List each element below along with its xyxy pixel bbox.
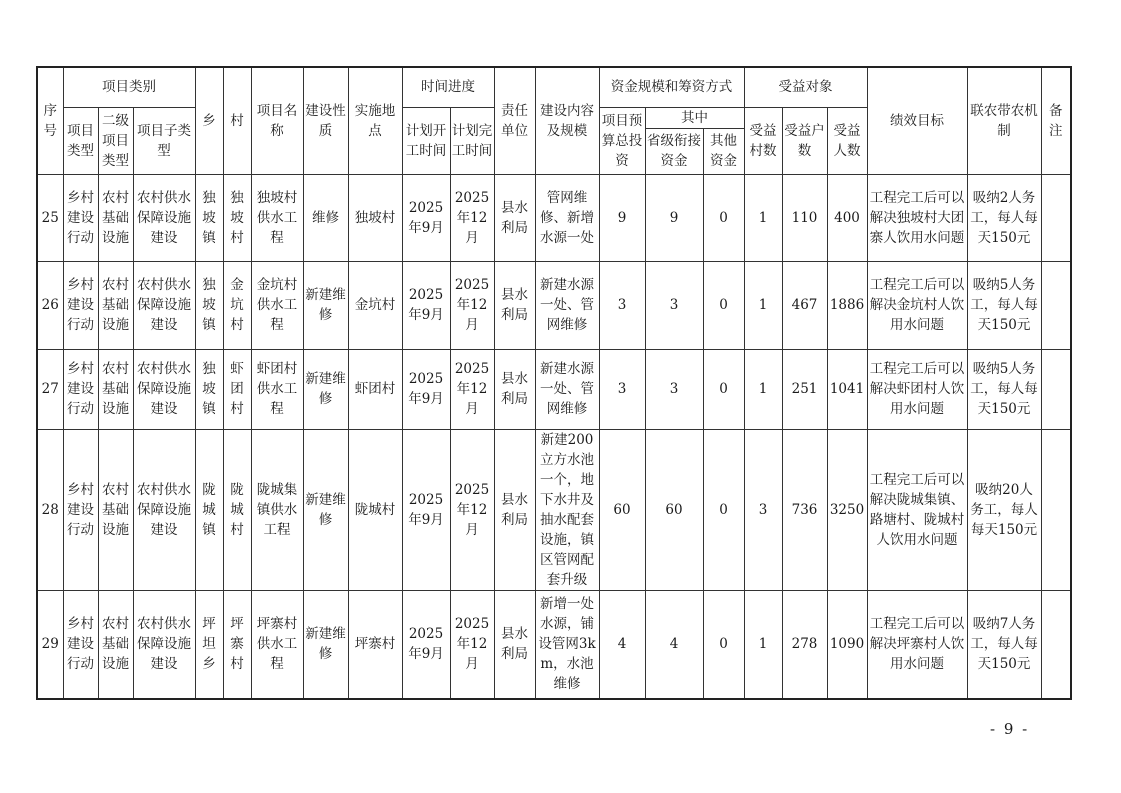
cell-villages: 1 [744, 261, 782, 349]
cell-start: 2025年9月 [402, 590, 450, 699]
header-project-category: 项目类别 [63, 67, 195, 107]
cell-goal: 工程完工后可以解决独坡村大团寨人饮用水问题 [867, 174, 967, 261]
cell-provincial: 9 [645, 174, 703, 261]
cell-village: 独坡村 [223, 174, 251, 261]
cell-location: 金坑村 [348, 261, 402, 349]
cell-project-name: 独坡村供水工程 [251, 174, 303, 261]
header-start-time: 计划开工时间 [402, 107, 450, 174]
cell-remark [1041, 174, 1071, 261]
cell-end: 2025年12月 [450, 429, 494, 590]
project-table [36, 66, 1072, 700]
header-secondary-type: 二级项目类型 [98, 107, 133, 174]
cell-village: 陇城村 [223, 429, 251, 590]
cell-people: 1041 [827, 349, 867, 429]
cell-location: 独坡村 [348, 174, 402, 261]
cell-project-name: 坪寨村供水工程 [251, 590, 303, 699]
cell-unit: 县水利局 [494, 174, 535, 261]
cell-township: 陇城镇 [195, 429, 223, 590]
cell-nature: 新建维修 [303, 429, 348, 590]
header-performance-goal: 绩效目标 [867, 67, 967, 174]
cell-end: 2025年12月 [450, 261, 494, 349]
header-other-funds: 其他资金 [703, 128, 744, 174]
header-beneficiaries: 受益对象 [744, 67, 867, 107]
header-project-name: 项目名称 [251, 67, 303, 174]
cell-end: 2025年12月 [450, 590, 494, 699]
cell-other: 0 [703, 261, 744, 349]
cell-people: 3250 [827, 429, 867, 590]
cell-remark [1041, 429, 1071, 590]
cell-project-type: 乡村建设行动 [63, 349, 98, 429]
cell-location: 陇城村 [348, 429, 402, 590]
cell-village: 坪寨村 [223, 590, 251, 699]
cell-project-type: 乡村建设行动 [63, 261, 98, 349]
cell-other: 0 [703, 349, 744, 429]
cell-households: 278 [782, 590, 827, 699]
cell-content: 新建水源一处、管网维修 [535, 349, 599, 429]
cell-people: 1090 [827, 590, 867, 699]
header-village: 村 [223, 67, 251, 174]
cell-households: 251 [782, 349, 827, 429]
cell-sub-type: 农村供水保障设施建设 [133, 261, 195, 349]
cell-village: 金坑村 [223, 261, 251, 349]
table-row [37, 261, 1071, 349]
cell-project-type: 乡村建设行动 [63, 429, 98, 590]
cell-remark [1041, 590, 1071, 699]
cell-sub-type: 农村供水保障设施建设 [133, 429, 195, 590]
cell-households: 736 [782, 429, 827, 590]
header-responsible-unit: 责任单位 [494, 67, 535, 174]
cell-nature: 新建维修 [303, 261, 348, 349]
cell-content: 新建200立方水池一个，地下水井及抽水配套设施，镇区管网配套升级 [535, 429, 599, 590]
cell-end: 2025年12月 [450, 349, 494, 429]
cell-linkage: 吸纳5人务工，每人每天150元 [967, 349, 1041, 429]
cell-goal: 工程完工后可以解决虾团村人饮用水问题 [867, 349, 967, 429]
header-ben-people: 受益人数 [827, 107, 867, 174]
cell-other: 0 [703, 174, 744, 261]
table-row [37, 429, 1071, 590]
cell-project-type: 乡村建设行动 [63, 590, 98, 699]
cell-project-name: 金坑村供水工程 [251, 261, 303, 349]
cell-nature: 新建维修 [303, 590, 348, 699]
cell-secondary-type: 农村基础设施 [98, 590, 133, 699]
cell-linkage: 吸纳20人务工，每人每天150元 [967, 429, 1041, 590]
cell-linkage: 吸纳2人务工，每人每天150元 [967, 174, 1041, 261]
header-ben-villages: 受益村数 [744, 107, 782, 174]
cell-people: 400 [827, 174, 867, 261]
cell-project-type: 乡村建设行动 [63, 174, 98, 261]
cell-nature: 维修 [303, 174, 348, 261]
header-schedule: 时间进度 [402, 67, 494, 107]
cell-unit: 县水利局 [494, 590, 535, 699]
cell-village: 虾团村 [223, 349, 251, 429]
page-number: - 9 - [990, 720, 1030, 738]
header-total-budget: 项目预算总投资 [599, 107, 645, 174]
cell-end: 2025年12月 [450, 174, 494, 261]
cell-unit: 县水利局 [494, 429, 535, 590]
cell-sub-type: 农村供水保障设施建设 [133, 590, 195, 699]
cell-goal: 工程完工后可以解决金坑村人饮用水问题 [867, 261, 967, 349]
cell-goal: 工程完工后可以解决陇城集镇、路塘村、陇城村人饮用水问题 [867, 429, 967, 590]
header-location: 实施地点 [348, 67, 402, 174]
cell-township: 独坡镇 [195, 261, 223, 349]
table-row [37, 174, 1071, 261]
header-ben-households: 受益户数 [782, 107, 827, 174]
cell-households: 467 [782, 261, 827, 349]
cell-project-name: 虾团村供水工程 [251, 349, 303, 429]
header-provincial-funds: 省级衔接资金 [645, 128, 703, 174]
header-of-which: 其中 [645, 107, 744, 128]
cell-content: 管网维修、新增水源一处 [535, 174, 599, 261]
cell-unit: 县水利局 [494, 261, 535, 349]
cell-nature: 新建维修 [303, 349, 348, 429]
cell-villages: 1 [744, 590, 782, 699]
cell-linkage: 吸纳7人务工，每人每天150元 [967, 590, 1041, 699]
table-row [37, 590, 1071, 699]
header-content-scale: 建设内容及规模 [535, 67, 599, 174]
cell-other: 0 [703, 429, 744, 590]
header-sub-type: 项目子类型 [133, 107, 195, 174]
cell-provincial: 3 [645, 349, 703, 429]
cell-secondary-type: 农村基础设施 [98, 429, 133, 590]
cell-seq: 28 [37, 429, 63, 590]
cell-total: 9 [599, 174, 645, 261]
cell-secondary-type: 农村基础设施 [98, 349, 133, 429]
cell-provincial: 60 [645, 429, 703, 590]
cell-seq: 25 [37, 174, 63, 261]
cell-remark [1041, 349, 1071, 429]
cell-township: 独坡镇 [195, 349, 223, 429]
table-row [37, 349, 1071, 429]
header-linkage: 联农带农机制 [967, 67, 1041, 174]
cell-seq: 27 [37, 349, 63, 429]
cell-start: 2025年9月 [402, 429, 450, 590]
cell-households: 110 [782, 174, 827, 261]
cell-goal: 工程完工后可以解决坪寨村人饮用水问题 [867, 590, 967, 699]
header-construction-nature: 建设性质 [303, 67, 348, 174]
cell-project-name: 陇城集镇供水工程 [251, 429, 303, 590]
cell-people: 1886 [827, 261, 867, 349]
cell-other: 0 [703, 590, 744, 699]
cell-remark [1041, 261, 1071, 349]
cell-total: 60 [599, 429, 645, 590]
cell-secondary-type: 农村基础设施 [98, 174, 133, 261]
cell-total: 3 [599, 349, 645, 429]
header-project-type: 项目类型 [63, 107, 98, 174]
cell-start: 2025年9月 [402, 349, 450, 429]
header-funding: 资金规模和筹资方式 [599, 67, 744, 107]
cell-provincial: 4 [645, 590, 703, 699]
cell-content: 新增一处水源，铺设管网3km，水池维修 [535, 590, 599, 699]
cell-villages: 3 [744, 429, 782, 590]
cell-unit: 县水利局 [494, 349, 535, 429]
cell-location: 坪寨村 [348, 590, 402, 699]
header-remarks: 备注 [1041, 67, 1071, 174]
cell-provincial: 3 [645, 261, 703, 349]
cell-seq: 26 [37, 261, 63, 349]
cell-start: 2025年9月 [402, 261, 450, 349]
cell-sub-type: 农村供水保障设施建设 [133, 349, 195, 429]
header-end-time: 计划完工时间 [450, 107, 494, 174]
cell-villages: 1 [744, 174, 782, 261]
cell-sub-type: 农村供水保障设施建设 [133, 174, 195, 261]
header-township: 乡 [195, 67, 223, 174]
header-seq: 序号 [37, 67, 63, 174]
cell-villages: 1 [744, 349, 782, 429]
cell-seq: 29 [37, 590, 63, 699]
cell-township: 独坡镇 [195, 174, 223, 261]
cell-total: 3 [599, 261, 645, 349]
cell-secondary-type: 农村基础设施 [98, 261, 133, 349]
cell-township: 坪坦乡 [195, 590, 223, 699]
cell-start: 2025年9月 [402, 174, 450, 261]
cell-total: 4 [599, 590, 645, 699]
cell-linkage: 吸纳5人务工，每人每天150元 [967, 261, 1041, 349]
cell-location: 虾团村 [348, 349, 402, 429]
cell-content: 新建水源一处、管网维修 [535, 261, 599, 349]
